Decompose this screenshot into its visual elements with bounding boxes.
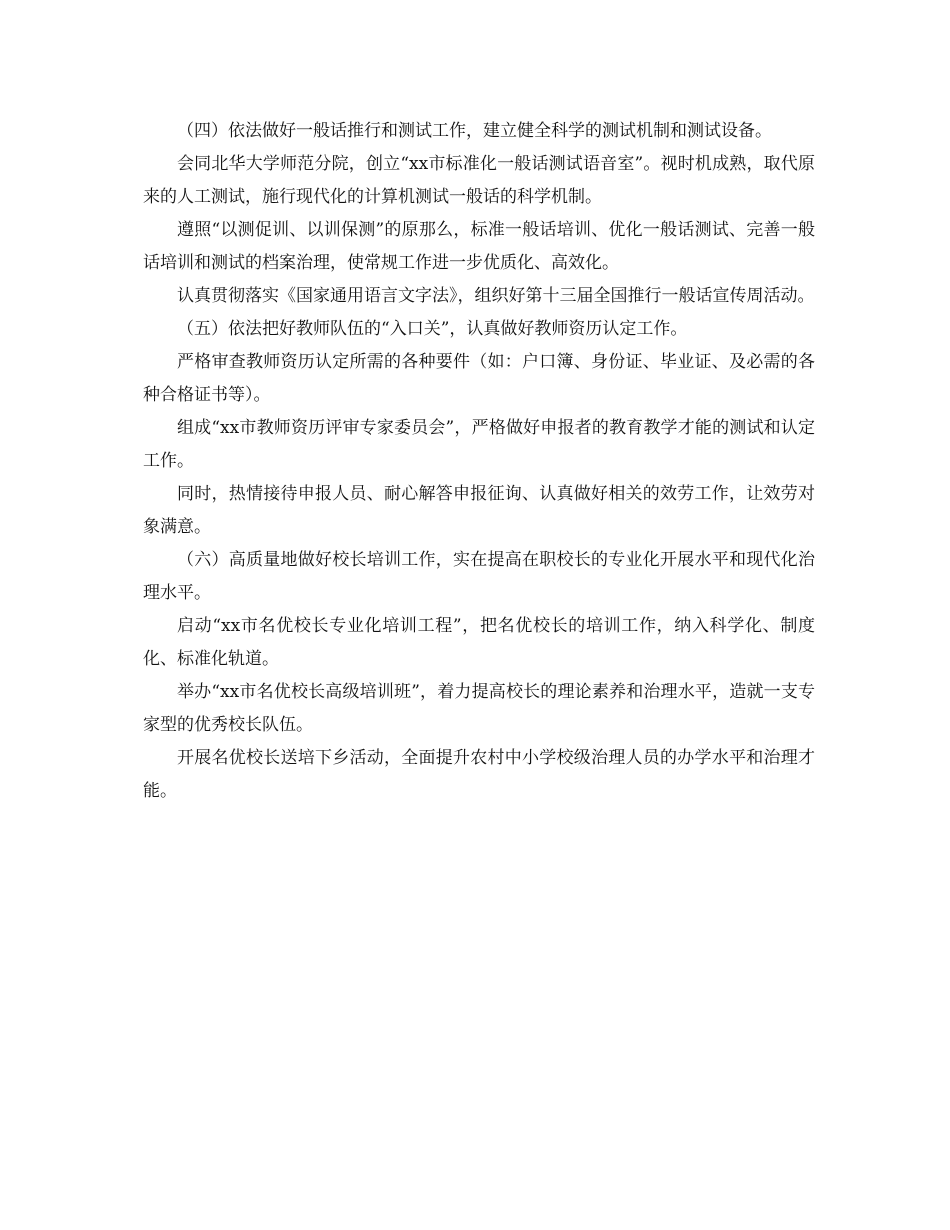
paragraph-9: （六）高质量地做好校长培训工作，实在提高在职校长的专业化开展水平和现代化治理水平。 xyxy=(143,550,815,603)
paragraph-6: 严格审查教师资历认定所需的各种要件（如：户口簿、身份证、毕业证、及必需的各种合格证书等）。 xyxy=(143,352,815,405)
paragraph-10: 启动“xx市名优校长专业化培训工程”，把名优校长的培训工作，纳入科学化、制度化、标准化轨道。 xyxy=(143,616,815,669)
paragraph-2: 会同北华大学师范分院，创立“xx市标准化一般话测试语音室”。视时机成熟，取代原来的人工测试，施行现代化的计算机测试一般话的科学机制。 xyxy=(143,154,815,207)
paragraph-7: 组成“xx市教师资历评审专家委员会”，严格做好申报者的教育教学才能的测试和认定工作。 xyxy=(143,418,815,471)
document-body xyxy=(143,115,815,808)
paragraph-4: 认真贯彻落实《国家通用语言文字法》，组织好第十三届全国推行一般话宣传周活动。 xyxy=(177,286,815,306)
paragraph-5: （五）依法把好教师队伍的“入口关”，认真做好教师资历认定工作。 xyxy=(177,319,688,339)
paragraph-3: 遵照“以测促训、以训保测”的原那么，标准一般话培训、优化一般话测试、完善一般话培训和测试的档案治理，使常规工作进一步优质化、高效化。 xyxy=(143,220,815,273)
paragraph-8: 同时，热情接待申报人员、耐心解答申报征询、认真做好相关的效劳工作，让效劳对象满意。 xyxy=(143,484,815,537)
paragraph-11: 举办“xx市名优校长高级培训班”，着力提高校长的理论素养和治理水平，造就一支专家型的优秀校长队伍。 xyxy=(143,682,815,735)
paragraph-12: 开展名优校长送培下乡活动，全面提升农村中小学校级治理人员的办学水平和治理才能。 xyxy=(143,748,815,801)
paragraph-1: （四）依法做好一般话推行和测试工作，建立健全科学的测试机制和测试设备。 xyxy=(177,121,772,141)
